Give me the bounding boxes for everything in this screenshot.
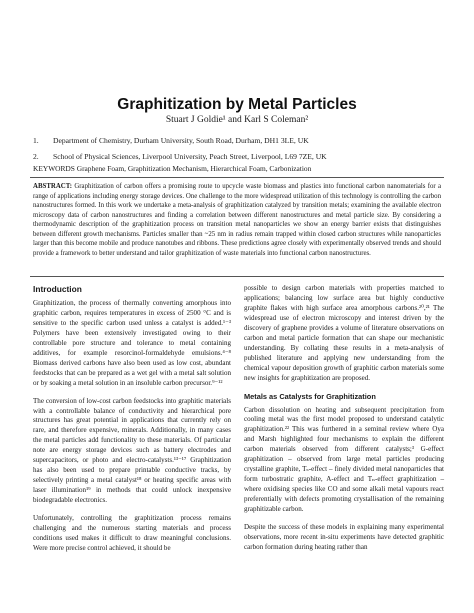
paragraph: Carbon dissolution on heating and subsequent precipitation from cooling metal was the first model proposed to understand catalytic graphitization.²² This was furthered in a seminal review where Oya and Marsh highlighted four mechanisms to explain the different carbon materials observed from different catalysts;³ G-effect graphitization – observed from large metal particles producing crystalline graphite, Tₛ-effect – finely divided metal nanoparticles that form turbostratic graphite, A-effect and Tₙ-effect graphitization – where oxidising species like CO and some alkali metal vapours react preferentially with defects promoting crystallisation of the remaining graphitizable carbon. [244,405,444,514]
section-heading-introduction: Introduction [33,284,82,294]
abstract-bottom-rule [30,276,444,277]
affiliation-text: Department of Chemistry, Durham University, South Road, Durham, DH1 3LE, UK [53,136,309,145]
abstract-text: Graphitization of carbon offers a promising route to upcycle waste biomass and plastics into functional carbon nanomaterials for a range of applications including energy storage devices. One challenge to the more widespread utilization of this technology is controlling the carbon nanostructures formed. In this work we undertake a meta-analysis of graphitization catalyzed by transition metals; examining the available electron microscopy data of carbon nanostructures and finding a correlation between different nanostructures and metal particle size. By considering a thermodynamic description of the graphitization process on transition metal nanoparticles we show an energy barrier exists that distinguishes between different growth mechanisms. Particles smaller than ~25 nm in radius remain trapped within closed carbon structures while nanoparticles larger than this become mobile and produce nanotubes and ribbons. These predictions agree closely with experimentally observed trends and should provide a framework to better understand and tailor graphitization of waste materials into functional carbon nanostructures. [33,183,441,257]
paragraph: Despite the success of these models in explaining many experimental observations, more recent in-situ experiments have detected graphitic carbon formation during heating rather than [244,523,444,551]
affiliation-text: School of Physical Sciences, Liverpool University, Peach Street, Liverpool, L69 7ZE, UK [53,152,327,161]
paragraph: Unfortunately, controlling the graphitization process remains challenging and the numerous starting materials and process conditions used makes it difficult to draw meaningful conclusions. Were more precise control achieved, it should be [33,514,231,552]
paper-title: Graphitization by Metal Particles [117,96,357,113]
affiliation-1 [33,136,309,145]
section-heading-metals: Metals as Catalysts for Graphitization [244,391,376,401]
abstract-top-rule [30,177,444,178]
paragraph: The conversion of low-cost carbon feedstocks into graphitic materials with a controllable balance of conductivity and hierarchical pore structures has great potential in applications that currently rely on rare, and therefore expensive, minerals. Additionally, in many cases the metal particles add functionality to these materials. Of particular note are energy storage devices such as battery electrodes and supercapacitors, or photo and electro-catalysts.¹³⁻¹⁷ Graphitization has also been used to prepare printable conductive tracks, by selectively printing a metal catalyst¹⁸ or heating specific areas with laser illumination¹⁹ in methods that could unlock inexpensive biodegradable electronics. [33,396,231,505]
affiliation-2 [33,152,327,161]
abstract [33,182,441,258]
paragraph: Graphitization, the process of thermally converting amorphous into graphitic carbon, requires temperatures in excess of 2500 °C and is sensitive to the specific carbon used unless a catalyst is added.¹⁻³ Polymers have been extensively investigated owing to their controllable pore structure and tolerance to metal containing additives, for example resorcinol-formaldehyde emulsions.⁴⁻⁸ Biomass derived carbons have also been used as low cost, abundant feedstocks that can be prepared as a wet gel with a metal salt solution or by soaking a metal solution in an insoluble carbon precursor.⁹⁻¹² [33,299,231,387]
keywords: KEYWORDS Graphene Foam, Graphitization Mechanism, Hierarchical Foam, Carbonization [33,164,312,173]
abstract-label: ABSTRACT: [33,183,73,190]
authors: Stuart J Goldie¹ and Karl S Coleman² [165,115,309,125]
affiliation-number: 1. [33,136,39,145]
right-column [244,284,444,561]
affiliation-number: 2. [33,152,39,161]
paragraph: possible to design carbon materials with properties matched to applications; balancing low surface area but highly conductive graphite flakes with high surface area amorphous carbons.²⁰,²¹ The widespread use of electron microscopy and interest driven by the discovery of graphene provides a volume of literature observations on carbon and metal particle formation that can shape our mechanistic understanding. By collating these results in a meta-analysis of published literature and applying new understanding from the chemical vapour deposition growth of graphitic carbon materials some new insights for graphitization are proposed. [244,284,444,382]
left-column [33,284,231,562]
